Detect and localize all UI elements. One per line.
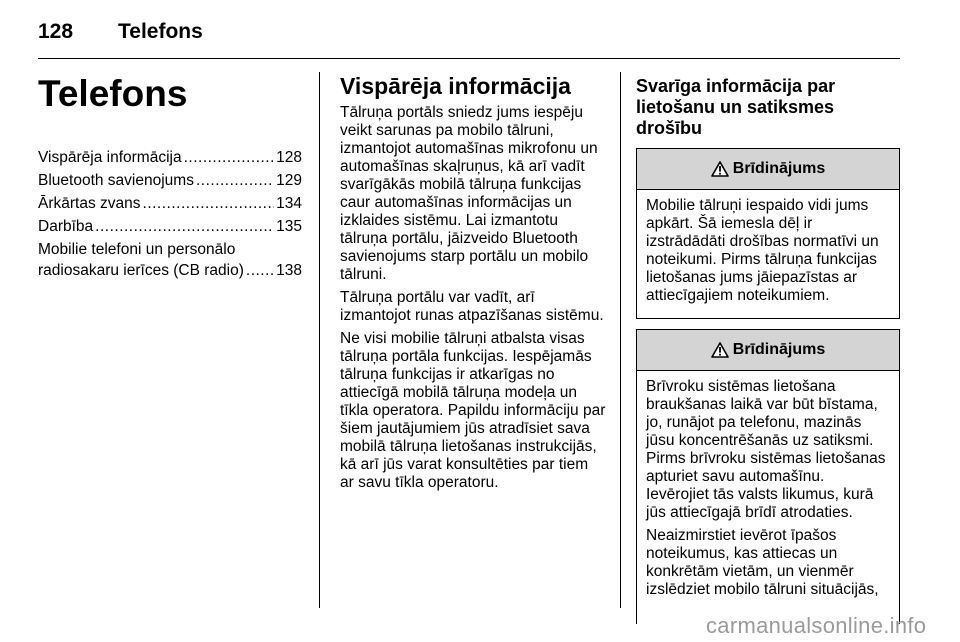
warning-text: Brīvroku sistēmas lietošana braukšanas laikā var būt bīstama, jo, runājot pa telefonu, mazinās jūsu koncentrēšanās uz satiksmi. Pirms brīvroku sistēmas lietošanas apturiet savu automašīnu. Ievērojiet tās valsts likumus, kurā jūs attiecīgajā brīdī atrodaties. xyxy=(646,378,886,521)
toc-item-general[interactable] xyxy=(38,147,302,168)
warning-box xyxy=(636,148,900,319)
toc-item-label: Vispārēja informācija xyxy=(38,149,182,166)
column-divider xyxy=(620,72,621,608)
warning-title: Brīdinājums xyxy=(732,160,826,177)
watermark: carmanualsonline.info xyxy=(706,613,927,638)
warning-text: Neaizmirstiet ievērot īpašos noteikumus, kas attiecas un konkrētām vietām, un vienmēr izslēdziet mobilo tālruni situācijās, xyxy=(646,527,879,598)
toc-item-label-line2: radiosakaru ierīces (CB radio) xyxy=(38,262,244,279)
toc-item-operation[interactable] xyxy=(38,216,302,237)
warning-title: Brīdinājums xyxy=(732,341,826,358)
general-info-section xyxy=(340,72,606,497)
paragraph: Tālruņa portāls sniedz jums iespēju veikt sarunas pa mobilo tālruni, izmantojot automašīnas mikrofonu un automašīnas skaļruņus, kā arī vadīt svarīgākās mobilā tālruņa funkcijas caur automašīnas informācijas un izklaides sistēmu. Lai izmantotu tālruņa portālu, jāizveido Bluetooth savienojums starp portālu un mobilo tālruni. xyxy=(340,104,598,283)
toc-leader-dots xyxy=(246,260,274,281)
toc-item-label-line1: Mobilie telefoni un personālo xyxy=(38,241,236,258)
toc-item-label: Darbība xyxy=(38,218,94,235)
warning-triangle-icon xyxy=(711,342,729,358)
toc-item-page: 128 xyxy=(276,149,302,166)
toc-item-label: Bluetooth savienojums xyxy=(38,172,194,189)
toc-item-emergency-call[interactable] xyxy=(38,193,302,214)
toc-column xyxy=(38,72,302,283)
header-rule xyxy=(38,58,900,59)
toc-item-page: 129 xyxy=(276,172,302,189)
paragraph: Ne visi mobilie tālruņi atbalsta visas tālruņa portāla funkcijas. Iespējamās tālruņa funkcijas ir atkarīgas no attiecīgā mobilā tālruņa modeļa un tīkla operatora. Papildu informāciju par šiem jautājumiem jūs atradīsiet sava mobilā tālruņa lietošanas instrukcijās, kā arī jūs varat konsultēties par tiem ar savu tīkla operatoru. xyxy=(340,330,606,491)
warning-triangle-icon xyxy=(711,161,729,177)
column-divider xyxy=(319,72,320,608)
toc-item-mobile-phones-cb-radio[interactable] xyxy=(38,239,302,281)
warning-header xyxy=(637,149,899,190)
toc-item-page: 138 xyxy=(276,262,302,279)
toc-item-page: 135 xyxy=(276,218,302,235)
toc-leader-dots xyxy=(95,216,274,237)
section-heading: Svarīga informācija par lietošanu un satiksmes drošību xyxy=(636,76,836,138)
safety-section xyxy=(636,76,900,634)
page-header xyxy=(38,14,918,54)
warning-body xyxy=(637,190,899,318)
warning-header xyxy=(637,330,899,371)
toc-item-bluetooth[interactable] xyxy=(38,170,302,191)
paragraph: Tālruņa portālu var vadīt, arī izmantojot runas atpazīšanas sistēmu. xyxy=(340,289,604,324)
toc-leader-dots xyxy=(143,193,275,214)
warning-body xyxy=(637,371,899,612)
toc-leader-dots xyxy=(184,147,275,168)
section-heading: Vispārēja informācija xyxy=(340,73,571,99)
table-of-contents xyxy=(38,147,302,281)
toc-leader-dots xyxy=(196,170,274,191)
page-number: 128 xyxy=(38,20,74,43)
warning-text: Mobilie tālruņi iespaido vidi jums apkārt. Šā iemesla dēļ ir izstrādādāti drošības normatīvi un noteikumi. Pirms tālruņa funkcijas lietošanas jums jāiepazīstas ar attiecīgajiem noteikumiem. xyxy=(646,197,879,304)
toc-item-page: 134 xyxy=(276,195,302,212)
header-section-title: Telefons xyxy=(118,20,203,43)
chapter-title: Telefons xyxy=(38,73,188,114)
toc-item-label: Ārkārtas zvans xyxy=(38,195,141,212)
warning-box xyxy=(636,329,900,624)
